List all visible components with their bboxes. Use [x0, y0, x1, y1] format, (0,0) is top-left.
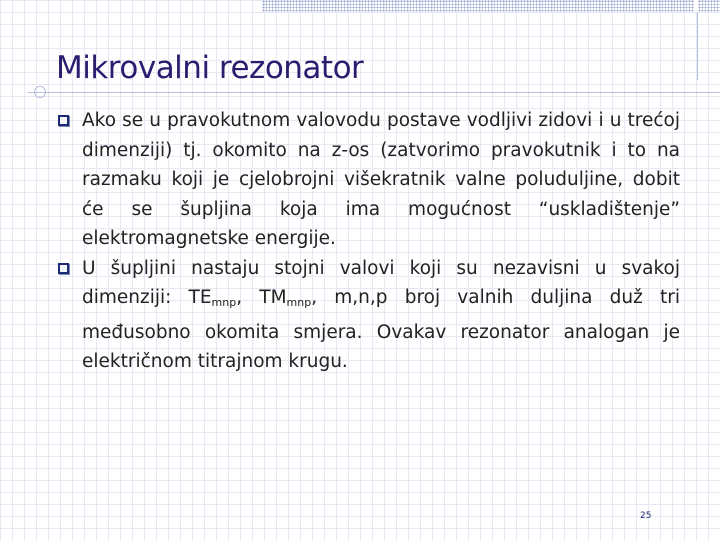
bullet-item-2: [56, 254, 680, 377]
subscript-tm: mnp: [286, 296, 312, 309]
header-dot-pattern: [262, 0, 694, 12]
corner-dot-square: [698, 0, 720, 12]
crosshair-circle-icon: [34, 86, 46, 98]
subscript-te: mnp: [211, 296, 237, 309]
bullet-item-1: [56, 106, 680, 254]
vertical-rule: [697, 12, 698, 80]
slide-title: Mikrovalni rezonator: [56, 50, 364, 86]
bullet-list: [56, 106, 680, 377]
title-underline: [28, 92, 720, 93]
bullet-text-2b: , TM: [236, 287, 287, 308]
bullet-text-2c: , m,n,p broj valnih duljina duž tri međusobno okomita smjera. Ovakav rezonator analogan je električnom titrajnom krugu.: [82, 287, 680, 372]
page-number: 25: [640, 511, 652, 521]
checkbox-bullet-icon: [58, 263, 69, 274]
bullet-text-1: Ako se u pravokutnom valovodu postave vodljivi zidovi i u trećoj dimenziji) tj. okomito na z-os (zatvorimo pravokutnik i to na razmaku koji je cjelobrojni višekratnik valne poluduljine, dobit će se šupljina koja ima mogućnost “uskladištenje” elektromagnetske energije.: [82, 110, 680, 249]
bullet-text-2a: U šupljini nastaju stojni valovi koji su nezavisni u svakoj dimenziji: TE: [82, 257, 680, 308]
checkbox-bullet-icon: [58, 115, 69, 126]
